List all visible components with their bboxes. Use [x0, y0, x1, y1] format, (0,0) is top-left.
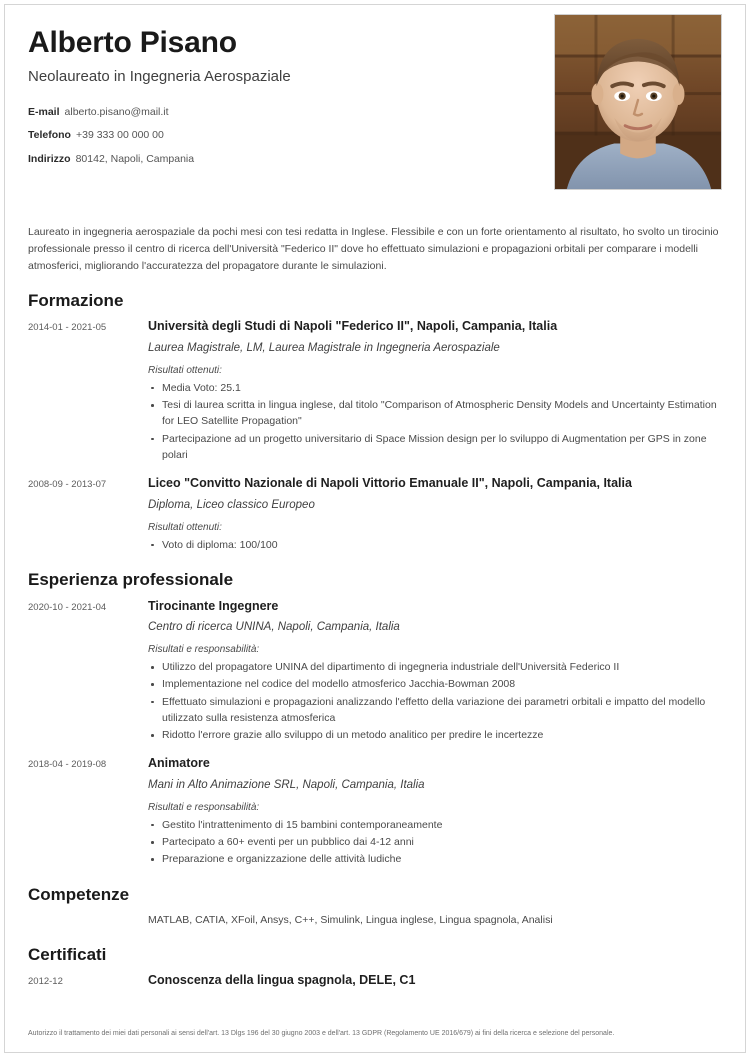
profile-photo-image [555, 15, 721, 189]
contact-email-label: E-mail [28, 105, 60, 118]
entry-title: Conoscenza della lingua spagnola, DELE, C1 [148, 973, 416, 988]
list-item: Gestito l'intrattenimento di 15 bambini contemporaneamente [148, 817, 722, 833]
section-title-skills: Competenze [28, 884, 130, 904]
list-item: Implementazione nel codice del modello atmosferico Jacchia-Bowman 2008 [148, 676, 722, 692]
results-label: Risultati ottenuti: [148, 364, 222, 376]
list-item: Voto di diploma: 100/100 [148, 537, 722, 553]
entry-date: 2008-09 - 2013-07 [28, 479, 107, 491]
privacy-footer: Autorizzo il trattamento dei miei dati personali ai sensi dell'art. 13 Dlgs 196 del 30 giugno 2003 e dell'art. 13 GDPR (Regolamento UE 2016/679) ai fini della ricerca e selezione del personale. [28, 1030, 615, 1038]
experience-entry [28, 756, 722, 868]
professional-summary: Laureato in ingegneria aerospaziale da pochi mesi con tesi redatta in Inglese. Flessibile e con un forte orientamento al risultato, ho svolto un tirocinio professionale presso il centro di ricerca dell'Università "Federico II" dove ho effettuato simulazioni e propagazioni orbitali per comparare i modelli atmosferici, migliorando l'accuratezza del propagatore durante le simulazioni. [28, 226, 719, 272]
section-certificates [28, 945, 722, 995]
list-item: Ridotto l'errore grazie allo sviluppo di un metodo analitico per predire le incertezze [148, 727, 722, 743]
education-entry [28, 319, 722, 464]
entry-subtitle: Mani in Alto Animazione SRL, Napoli, Campania, Italia [148, 779, 425, 792]
list-item: Media Voto: 25.1 [148, 380, 722, 396]
entry-date: 2012-12 [28, 976, 63, 988]
list-item: Preparazione e organizzazione delle attività ludiche [148, 851, 722, 867]
list-item: Tesi di laurea scritta in lingua inglese, dal titolo "Comparison of Atmospheric Density Models and Uncertainty Estimation for LEO Satellite Propagation" [148, 397, 722, 430]
entry-bullets [148, 537, 722, 553]
entry-body [148, 756, 722, 868]
entry-body [148, 319, 722, 464]
contact-phone-label: Telefono [28, 129, 71, 142]
section-title-certificates: Certificati [28, 944, 107, 964]
resume-header [28, 0, 722, 198]
certificate-entry [28, 973, 722, 995]
entry-subtitle: Diploma, Liceo classico Europeo [148, 498, 315, 511]
profile-photo [554, 14, 722, 190]
entry-title: Animatore [148, 756, 210, 771]
candidate-headline: Neolaureato in Ingegneria Aerospaziale [28, 67, 291, 85]
entry-title: Università degli Studi di Napoli "Federico II", Napoli, Campania, Italia [148, 319, 558, 334]
list-item: Effettuato simulazioni e propagazioni analizzando l'effetto della variazione dei parametri orbitali e impatto del modello utilizzato sulla resistenza atmosferica [148, 694, 722, 727]
entry-body [148, 599, 722, 745]
results-label: Risultati e responsabilità: [148, 644, 260, 656]
contact-address-label: Indirizzo [28, 152, 71, 165]
section-skills [28, 885, 722, 929]
section-title-experience: Esperienza professionale [28, 570, 234, 590]
list-item: Utilizzo del propagatore UNINA del dipartimento di ingegneria industriale dell'Università Federico II [148, 659, 722, 675]
section-education [28, 291, 722, 554]
entry-body [148, 973, 722, 995]
entry-title: Liceo "Convitto Nazionale di Napoli Vittorio Emanuale II", Napoli, Campania, Italia [148, 476, 632, 491]
contact-phone-value[interactable]: +39 333 00 000 00 [75, 129, 164, 142]
entry-bullets [148, 659, 722, 743]
list-item: Partecipazione ad un progetto universitario di Space Mission design per lo sviluppo di Augmentation per GPS in zone polari [148, 431, 722, 464]
contact-email-value[interactable]: alberto.pisano@mail.it [64, 105, 169, 118]
list-item: Partecipato a 60+ eventi per un pubblico dai 4-12 anni [148, 834, 722, 850]
entry-bullets [148, 817, 722, 868]
contact-address-value: 80142, Napoli, Campania [75, 152, 195, 165]
section-experience [28, 570, 722, 869]
education-entry [28, 476, 722, 554]
entry-title: Tirocinante Ingegnere [148, 598, 279, 613]
entry-bullets [148, 380, 722, 463]
entry-body [148, 476, 722, 554]
entry-date: 2014-01 - 2021-05 [28, 322, 107, 334]
skills-list: MATLAB, CATIA, XFoil, Ansys, C++, Simulink, Lingua inglese, Lingua spagnola, Analisi [148, 914, 553, 927]
entry-subtitle: Centro di ricerca UNINA, Napoli, Campania, Italia [148, 621, 400, 634]
experience-entry [28, 599, 722, 745]
candidate-name: Alberto Pisano [28, 26, 237, 59]
entry-date: 2020-10 - 2021-04 [28, 601, 107, 613]
results-label: Risultati e responsabilità: [148, 801, 260, 813]
entry-date: 2018-04 - 2019-08 [28, 759, 107, 771]
entry-subtitle: Laurea Magistrale, LM, Laurea Magistrale in Ingegneria Aerospaziale [148, 342, 500, 355]
section-title-education: Formazione [28, 291, 124, 310]
results-label: Risultati ottenuti: [148, 521, 222, 533]
